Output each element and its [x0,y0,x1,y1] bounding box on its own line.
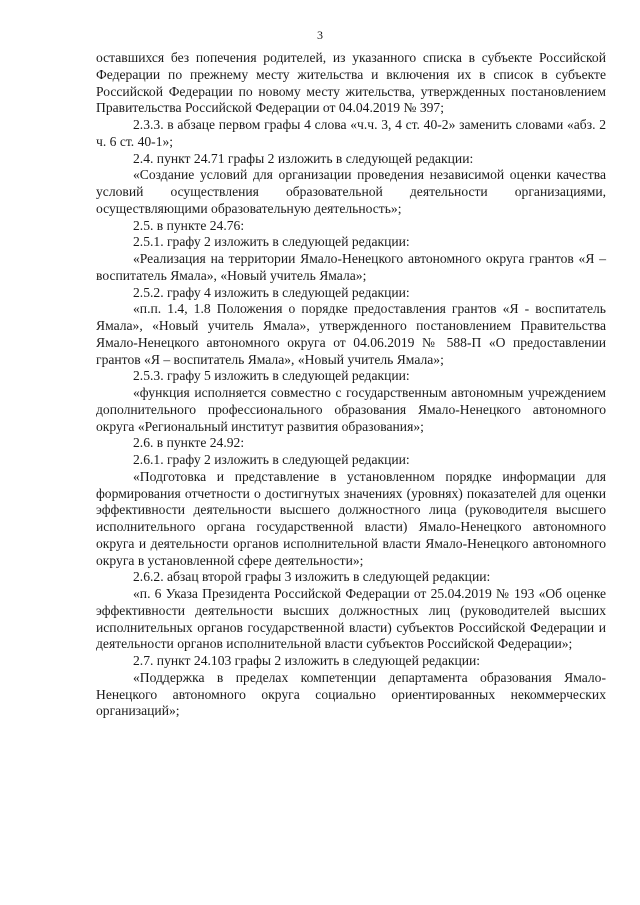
paragraph-2-5-1-quote: «Реализация на территории Ямало-Ненецкого автономного округа грантов «Я – воспитатель Ямала», «Новый учитель Ямала»; [96,251,606,283]
page-number: 3 [317,28,323,42]
paragraph-2-6-1: 2.6.1. графу 2 изложить в следующей редакции: [133,452,410,467]
paragraph-2-6-1-quote: «Подготовка и представление в установленном порядке информации для формирования отчетности о достигнутых значениях (уровнях) показателей для оценки эффективности деятельности высшего должностного лица (руководителя высшего исполнительного органа государственной власти) Ямало-Ненецкого автономного округа и деятельности органов исполнительной власти Ямало-Ненецкого автономного округа в установленной сфере деятельности»; [96,468,606,568]
paragraph-2-3-3: 2.3.3. в абзаце первом графы 4 слова «ч.ч. 3, 4 ст. 40-2» заменить словами «абз. 2 ч. 6 ст. 40-1»; [96,117,606,149]
paragraph-2-4: 2.4. пункт 24.71 графы 2 изложить в следующей редакции: [133,150,474,166]
paragraph-2-6-2-quote: «п. 6 Указа Президента Российской Федерации от 25.04.2019 № 193 «Об оценке эффективности деятельности высших должностных лиц (руководителей высших исполнительных органов государственной власти) субъектов Российской Федерации и деятельности органов исполнительной власти субъектов Российской Федерации»; [96,586,606,652]
paragraph-2-7: 2.7. пункт 24.103 графы 2 изложить в следующей редакции: [133,653,481,668]
paragraph-2-6-2: 2.6.2. абзац второй графы 3 изложить в следующей редакции: [133,569,491,585]
paragraph-2-5-2-quote: «п.п. 1.4, 1.8 Положения о порядке предоставления грантов «Я - воспитатель Ямала», «Новый учитель Ямала», утвержденного постановлением Правительства Ямало-Ненецкого автономного округа от 04.06.2019 № 588-П «О предоставлении грантов «Я – воспитатель Ямала», «Новый учитель Ямала»; [96,301,606,367]
paragraph-2-5-3: 2.5.3. графу 5 изложить в следующей редакции: [133,368,410,384]
paragraph-2-5-3-quote: «функция исполняется совместно с государственным автономным учреждением дополнительного профессионального образования Ямало-Ненецкого автономного округа «Региональный институт развития образования»; [96,385,606,434]
paragraph-2-4-quote: «Создание условий для организации проведения независимой оценки качества условий осуществления образовательной деятельности организациями, осуществляющими образовательную деятельность»; [96,167,606,216]
paragraph-2-7-quote: «Поддержка в пределах компетенции департамента образования Ямало-Ненецкого автономного округа социально ориентированных некоммерческих организаций»; [96,669,606,719]
document-body [96,50,606,720]
paragraph-2-5: 2.5. в пункте 24.76: [133,217,245,233]
paragraph-2-6: 2.6. в пункте 24.92: [133,435,245,451]
paragraph-2-5-1: 2.5.1. графу 2 изложить в следующей редакции: [133,234,410,250]
paragraph-continuation: оставшихся без попечения родителей, из указанного списка в субъекте Российской Федерации по прежнему месту жительства и включения их в список в субъекте Российской Федерации по новому месту жительства, утвержденных постановлением Правительства Российской Федерации от 04.04.2019 № 397; [96,50,606,116]
paragraph-2-5-2: 2.5.2. графу 4 изложить в следующей редакции: [133,284,410,300]
